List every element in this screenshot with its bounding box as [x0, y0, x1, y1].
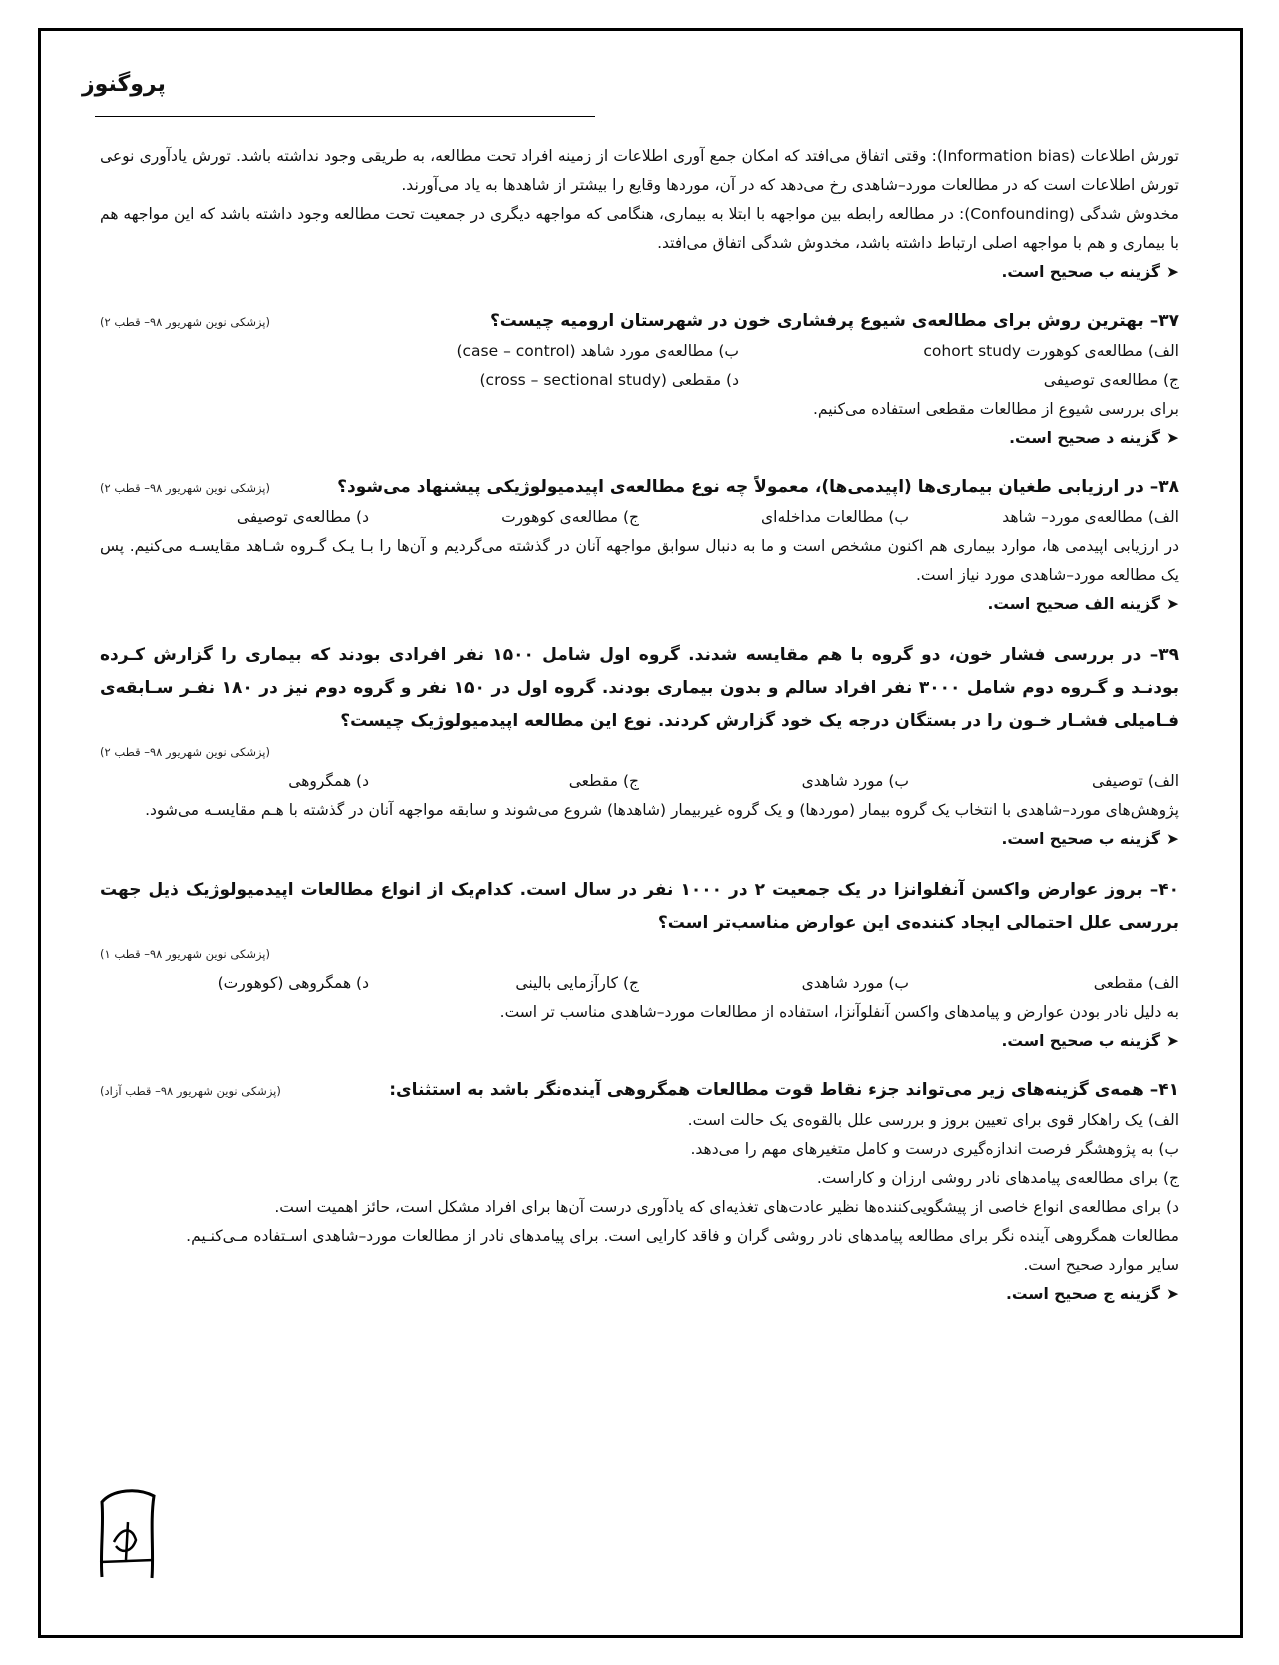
option-c: ج) مطالعه‌ی کوهورت [501, 508, 639, 526]
arrow-icon: ➤ [1166, 1032, 1179, 1050]
option-c: ج) کارآزمایی بالینی [515, 974, 639, 992]
handwritten-signature [92, 1482, 164, 1582]
question-text: ۴۱– همه‌ی گزینه‌های زیر می‌تواند جزء نقاط قوت مطالعات همگروهی آینده‌نگر باشد به استثنای: [389, 1080, 1179, 1100]
option-a: الف) یک راهکار قوی برای تعیین بروز و بررسی علل بالقوه‌ی یک حالت است. [687, 1111, 1179, 1129]
options-list [100, 503, 1179, 532]
question-header [100, 738, 1179, 767]
option-d: د) برای مطالعه‌ی انواع خاصی از پیشگویی‌کننده‌ها نظیر عادت‌های تغذیه‌ای که یادآوری درست آن‌ها برای افراد مشکل است، حائز اهمیت است. [274, 1198, 1179, 1216]
question-source: (پزشکی نوین شهریور ۹۸– قطب ۲) [100, 315, 270, 329]
arrow-icon: ➤ [1166, 830, 1179, 848]
question-source: (پزشکی نوین شهریور ۹۸– قطب ۲) [100, 481, 270, 495]
option-c: ج) مقطعی [568, 772, 639, 790]
question-source: (پزشکی نوین شهریور ۹۸– قطب ۱) [100, 947, 270, 961]
question-37 [100, 307, 1179, 453]
option-d: د) همگروهی [288, 772, 369, 790]
question-39 [100, 639, 1179, 854]
answer-line [100, 258, 1179, 287]
arrow-icon: ➤ [1166, 429, 1179, 447]
option-d: د) همگروهی (کوهورت) [217, 974, 369, 992]
question-text: ۳۸– در ارزیابی طغیان بیماری‌ها (اپیدمی‌ها)، معمولاً چه نوع مطالعه‌ی اپیدمیولوژیکی پیشنهاد می‌شود؟ [337, 477, 1179, 497]
answer-text: گزینه ب صحیح است. [1001, 263, 1160, 281]
question-38 [100, 473, 1179, 619]
answer-text: گزینه ب صحیح است. [1001, 830, 1160, 848]
question-text: ۴۰– بروز عوارض واکسن آنفلوانزا در یک جمعیت ۲ در ۱۰۰۰ نفر در سال است. کدام‌یک از انواع مطالعات اپیدمیولوژیک ذیل جهت بررسی علل احتمالی ایجاد کننده‌ی این عوارض مناسب‌تر است؟ [100, 880, 1179, 933]
option-a: الف) مطالعه‌ی کوهورت cohort study [923, 342, 1179, 360]
option-d: د) مقطعی (cross – sectional study) [479, 371, 739, 389]
brand-logo: پروگنوز [82, 72, 166, 97]
arrow-icon: ➤ [1166, 595, 1179, 613]
question-header [100, 307, 1179, 337]
option-b: ب) مطالعه‌ی مورد شاهد (case – control) [456, 342, 739, 360]
explanation: در ارزیابی اپیدمی ها، موارد بیماری هم اکنون مشخص است و ما به دنبال سوابق مواجهه آنان در گذشته می‌گردیم و آن‌ها را بـا یـک گـروه شـاهد مقایسـه می‌کنیم. پس یک مطالعه مورد–شاهدی مورد نیاز است. [100, 537, 1179, 584]
answer-text: گزینه ج صحیح است. [1005, 1285, 1160, 1303]
option-d: د) مطالعه‌ی توصیفی [236, 508, 369, 526]
question-40 [100, 874, 1179, 1056]
explanation: برای بررسی شیوع از مطالعات مقطعی استفاده می‌کنیم. [812, 400, 1179, 418]
option-a: الف) مقطعی [1093, 974, 1179, 992]
answer-text: گزینه ب صحیح است. [1001, 1032, 1160, 1050]
answer-line [100, 825, 1179, 854]
intro-paragraph-information-bias: تورش اطلاعات (Information bias): وقتی اتفاق می‌افتد که امکان جمع آوری اطلاعات از زمینه افراد تحت مطالعه، به طریقی وجود نداشته باشد. تورش یادآوری نوعی تورش اطلاعات است که در مطالعات مورد–شاهدی رخ می‌دهد که در آن، موردها وقایع را بیشتر از شاهدها به یاد می‌آورند. [100, 147, 1179, 194]
explanation: مطالعات همگروهی آینده نگر برای مطالعه پیامدهای نادر روشی گران و فاقد کارایی است. برای پیامدهای نادر از مطالعات مورد–شاهدی اسـتفاده مـی‌کنـیم. [186, 1227, 1179, 1245]
option-b: ب) به پژوهشگر فرصت اندازه‌گیری درست و کامل متغیرهای مهم را می‌دهد. [690, 1140, 1179, 1158]
question-header [100, 473, 1179, 503]
option-b: ب) مطالعات مداخله‌ای [761, 508, 909, 526]
arrow-icon: ➤ [1166, 263, 1179, 281]
question-41 [100, 1076, 1179, 1309]
option-a: الف) مطالعه‌ی مورد– شاهد [1002, 508, 1179, 526]
answer-text: گزینه الف صحیح است. [987, 595, 1160, 613]
options-list [100, 767, 1179, 796]
option-b: ب) مورد شاهدی [801, 772, 909, 790]
question-source: (پزشکی نوین شهریور ۹۸– قطب ۲) [100, 745, 270, 759]
answer-text: گزینه د صحیح است. [1009, 429, 1160, 447]
arrow-icon: ➤ [1166, 1285, 1179, 1303]
answer-line [100, 424, 1179, 453]
header-divider [95, 116, 595, 117]
answer-line [100, 1280, 1179, 1309]
intro-paragraph-confounding: مخدوش شدگی (Confounding): در مطالعه رابطه بین مواجهه با ابتلا به بیماری، هنگامی که مواجهه دیگری در جمعیت تحت مطالعه وجود داشته باشد که این مواجهه هم با بیماری و هم با مواجهه اصلی ارتباط داشته باشد، مخدوش شدگی اتفاق می‌افتد. [100, 205, 1179, 252]
option-c: ج) مطالعه‌ی توصیفی [1043, 371, 1179, 389]
option-a: الف) توصیفی [1092, 772, 1179, 790]
option-c: ج) برای مطالعه‌ی پیامدهای نادر روشی ارزان و کاراست. [816, 1169, 1179, 1187]
explanation: پژوهش‌های مورد–شاهدی با انتخاب یک گروه بیمار (موردها) و یک گروه غیربیمار (شاهدها) شروع می‌شوند و سابقه مواجهه آنان در گذشته با هـم مقایسـه می‌شود. [145, 801, 1179, 819]
page-content [100, 142, 1179, 1309]
option-b: ب) مورد شاهدی [801, 974, 909, 992]
question-header [100, 940, 1179, 969]
explanation-note: سایر موارد صحیح است. [1023, 1256, 1179, 1274]
question-source: (پزشکی نوین شهریور ۹۸– قطب آزاد) [100, 1084, 281, 1098]
answer-line [100, 590, 1179, 619]
explanation: به دلیل نادر بودن عوارض و پیامدهای واکسن آنفلوآنزا، استفاده از مطالعات مورد–شاهدی مناسب تر است. [499, 1003, 1179, 1021]
options-list [100, 337, 1179, 395]
options-list [100, 969, 1179, 998]
question-header [100, 1076, 1179, 1106]
answer-line [100, 1027, 1179, 1056]
question-text: ۳۹– در بررسی فشار خون، دو گروه با هم مقایسه شدند. گروه اول شامل ۱۵۰۰ نفر افرادی بودند که بیماری را گزارش کـرده بودنـد و گـروه دوم شامل ۳۰۰۰ نفر افراد سالم و بدون بیماری بودند. گروه اول در ۱۵۰ نفر و گروه دوم نیز در ۱۸۰ نفـر سـابقه‌ی فـامیلی فشـار خـون را در بستگان درجه یک خود گزارش کردند. نوع این مطالعه اپیدمیولوژیک چیست؟ [100, 645, 1179, 731]
question-text: ۳۷– بهترین روش برای مطالعه‌ی شیوع پرفشاری خون در شهرستان ارومیه چیست؟ [489, 311, 1179, 331]
